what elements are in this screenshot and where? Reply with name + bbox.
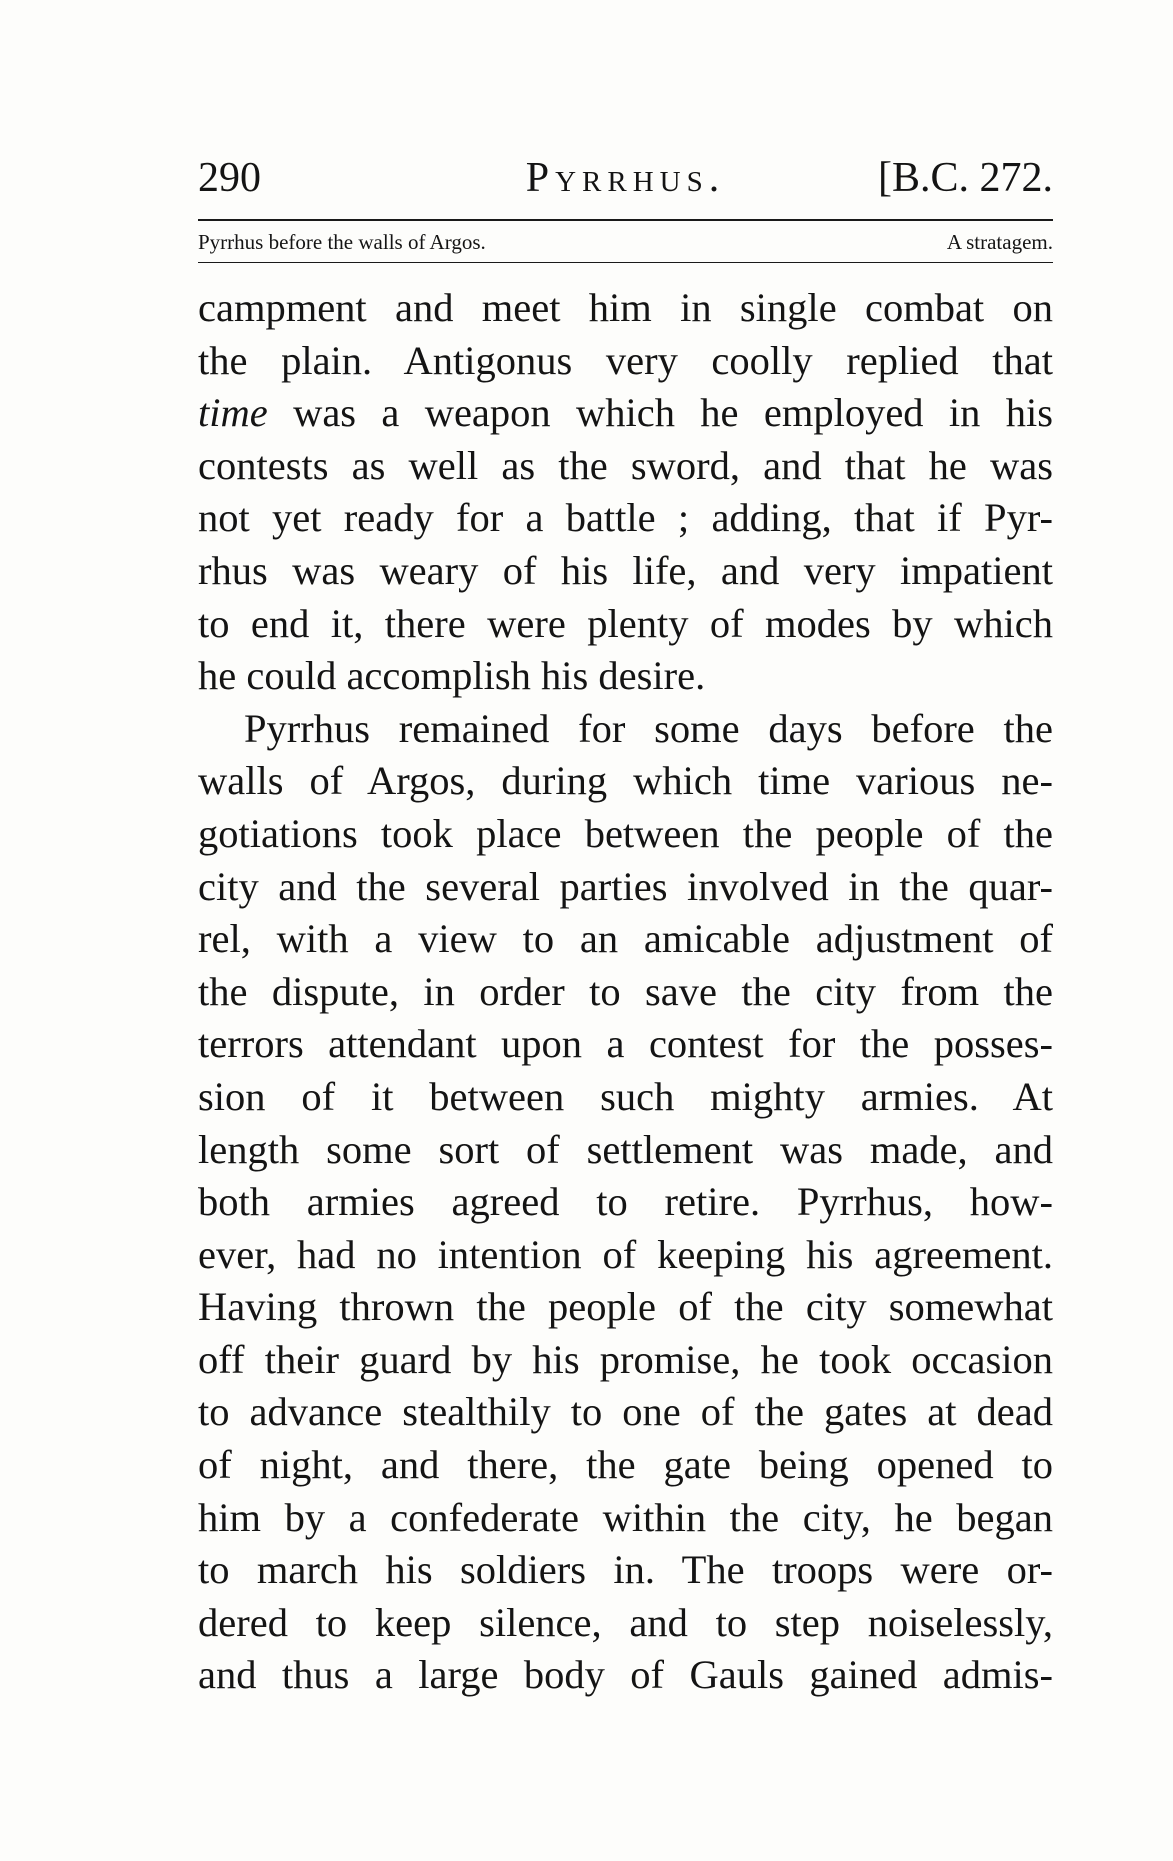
- text-line: Pyrrhus remained for some days before the: [244, 705, 1053, 751]
- text-line: of night, and there, the gate being opened to: [198, 1442, 1053, 1488]
- emphasized-word: time: [198, 390, 268, 436]
- text-line: length some sort of settlement was made, and: [198, 1126, 1053, 1172]
- page-number: 290: [198, 155, 261, 201]
- line-remainder: was a weapon which he employed in his: [267, 390, 1053, 436]
- text-line: contests as well as the sword, and that he was: [198, 442, 1053, 488]
- paragraph: [198, 282, 1053, 703]
- running-title: Pyrrhus.: [525, 155, 726, 201]
- text-line: not yet ready for a battle ; adding, that if Pyr-: [198, 495, 1053, 541]
- text-line: sion of it between such mighty armies. At: [198, 1073, 1053, 1119]
- right-topic: A stratagem.: [946, 230, 1053, 254]
- text-line: the dispute, in order to save the city from the: [198, 968, 1053, 1014]
- text-line: Having thrown the people of the city somewhat: [198, 1284, 1053, 1330]
- text-line: he could accomplish his desire.: [198, 653, 706, 699]
- page-header: [198, 148, 1053, 208]
- text-line: [198, 387, 1053, 440]
- paragraph: [198, 703, 1053, 1702]
- text-line: dered to keep silence, and to step noiselessly,: [198, 1599, 1053, 1645]
- text-line: and thus a large body of Gauls gained admis-: [198, 1652, 1053, 1698]
- body-text: [198, 282, 1053, 1702]
- text-line: to advance stealthily to one of the gates at dead: [198, 1389, 1053, 1435]
- text-line: both armies agreed to retire. Pyrrhus, how-: [198, 1179, 1053, 1225]
- text-line: walls of Argos, during which time various ne-: [198, 758, 1053, 804]
- date-label: [B.C. 272.: [877, 155, 1053, 201]
- text-line: gotiations took place between the people of the: [198, 810, 1053, 856]
- topic-subheader: [198, 226, 1053, 258]
- text-line: him by a confederate within the city, he began: [198, 1494, 1053, 1540]
- text-line: city and the several parties involved in the quar-: [198, 863, 1053, 909]
- text-line: rel, with a view to an amicable adjustment of: [198, 916, 1053, 962]
- left-topic: Pyrrhus before the walls of Argos.: [198, 230, 486, 254]
- text-line: off their guard by his promise, he took occasion: [198, 1336, 1053, 1382]
- text-line: campment and meet him in single combat on: [198, 285, 1053, 330]
- text-line: terrors attendant upon a contest for the posses-: [198, 1021, 1053, 1067]
- text-line: ever, had no intention of keeping his agreement.: [198, 1231, 1053, 1277]
- header-rule: [198, 219, 1053, 221]
- subheader-rule: [198, 262, 1053, 263]
- text-line: rhus was weary of his life, and very impatient: [198, 547, 1053, 593]
- text-line: the plain. Antigonus very coolly replied that: [198, 337, 1053, 383]
- text-line: to march his soldiers in. The troops were or-: [198, 1547, 1053, 1593]
- text-line: to end it, there were plenty of modes by which: [198, 600, 1053, 646]
